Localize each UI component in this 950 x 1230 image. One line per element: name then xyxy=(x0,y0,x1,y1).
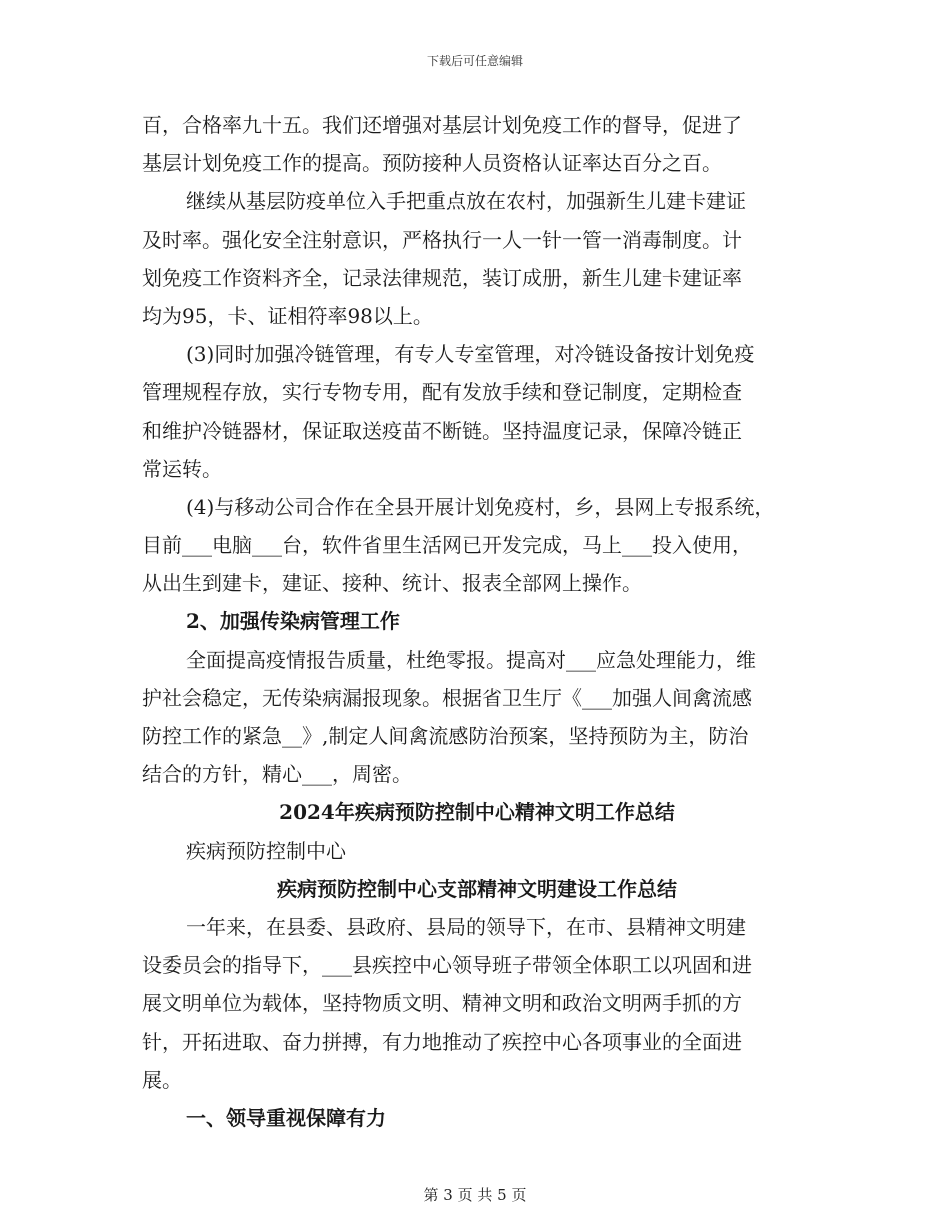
text-line: 目前___电脑___台，软件省里生活网已开发完成，马上___投入使用， xyxy=(142,533,752,558)
text-line: 管理规程存放，实行专物专用，配有发放手续和登记制度，定期检查 xyxy=(142,380,742,405)
text-line: (4)与移动公司合作在全县开展计划免疫村，乡，县网上专报系统， xyxy=(186,494,775,519)
page-footer-number: 第 3 页 共 5 页 xyxy=(423,1186,527,1204)
page-header-note: 下载后可任意编辑 xyxy=(426,54,523,68)
text-line: 结合的方针，精心___，周密。 xyxy=(142,762,412,787)
section-heading: 一、领导重视保障有力 xyxy=(186,1105,386,1130)
text-line: 百，合格率九十五。我们还增强对基层计划免疫工作的督导，促进了 xyxy=(142,113,742,137)
text-line: 展。 xyxy=(142,1067,182,1092)
text-line: 常运转。 xyxy=(142,456,222,481)
text-line: 护社会稳定，无传染病漏报现象。根据省卫生厅《___加强人间禽流感 xyxy=(142,685,752,710)
section-heading: 2024年疾病预防控制中心精神文明工作总结 xyxy=(279,800,675,825)
text-line: 展文明单位为载体，坚持物质文明、精神文明和政治文明两手抓的方 xyxy=(142,991,742,1016)
section-heading: 疾病预防控制中心支部精神文明建设工作总结 xyxy=(277,876,677,901)
text-line: 防控工作的紧急__》,制定人间禽流感防治预案，坚持预防为主，防治 xyxy=(142,724,749,748)
section-heading: 2、加强传染病管理工作 xyxy=(186,609,400,634)
text-line: 针，开拓进取、奋力拼搏，有力地推动了疾控中心各项事业的全面进 xyxy=(142,1029,742,1054)
text-line: 全面提高疫情报告质量，杜绝零报。提高对___应急处理能力，维 xyxy=(186,647,756,672)
text-line: 和维护冷链器材，保证取送疫苗不断链。坚持温度记录，保障冷链正 xyxy=(142,418,742,443)
text-line: 一年来，在县委、县政府、县局的领导下，在市、县精神文明建 xyxy=(186,914,746,939)
text-line: (3)同时加强冷链管理，有专人专室管理，对冷链设备按计划免疫 xyxy=(186,342,755,367)
document-body xyxy=(142,106,812,1137)
text-line: 及时率。强化安全注射意识，严格执行一人一针一管一消毒制度。计 xyxy=(142,227,742,252)
text-line: 继续从基层防疫单位入手把重点放在农村，加强新生儿建卡建证 xyxy=(186,189,746,214)
text-line: 设委员会的指导下，___县疾控中心领导班子带领全体职工以巩固和进 xyxy=(142,953,752,978)
text-line: 划免疫工作资料齐全，记录法律规范，装订成册，新生儿建卡建证率 xyxy=(142,265,742,290)
text-line: 均为95，卡、证相符率98以上。 xyxy=(142,303,433,328)
text-line: 疾病预防控制中心 xyxy=(186,838,346,863)
text-line: 从出生到建卡，建证、接种、统计、报表全部网上操作。 xyxy=(142,571,642,596)
text-line: 基层计划免疫工作的提高。预防接种人员资格认证率达百分之百。 xyxy=(142,151,722,176)
